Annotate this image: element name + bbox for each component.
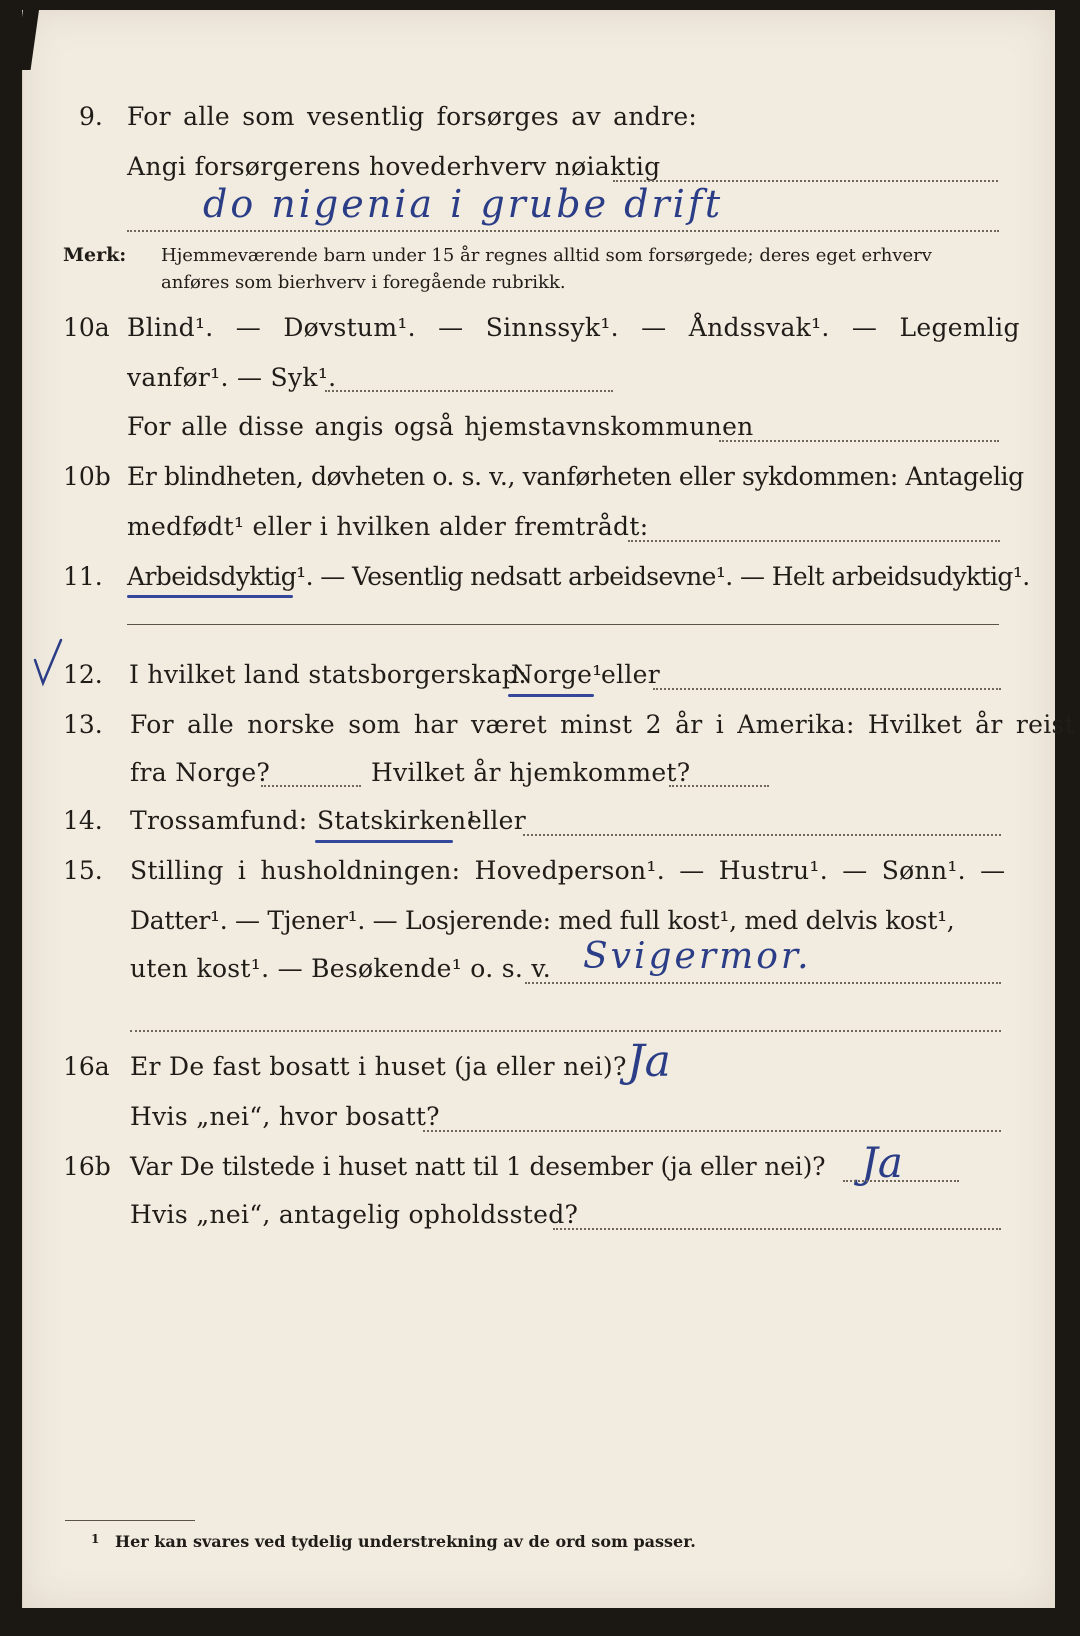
q16b-answer-handwriting: Ja (861, 1138, 903, 1187)
q13-line2a: fra Norge? (130, 758, 271, 787)
q11-handwritten-underline (127, 595, 293, 598)
q15-number: 15. (63, 856, 103, 885)
q16b-line1: Var De tilstede i huset natt til 1 desember (ja eller nei)? (130, 1152, 826, 1181)
q11-line (127, 562, 1030, 591)
q14-statskirken: Statskirken¹ (317, 806, 477, 835)
q13-number: 13. (63, 710, 103, 739)
q11-answer-line (127, 624, 999, 625)
q11-number: 11. (63, 562, 103, 591)
q16b-number: 16b (63, 1152, 111, 1181)
merk-label: Merk: (63, 244, 127, 266)
footnote-rule (65, 1520, 195, 1521)
q16a-line2: Hvis „nei“, hvor bosatt? (130, 1102, 440, 1131)
q12-pre: I hvilket land statsborgerskap: (129, 660, 527, 689)
q14-pre: Trossamfund: (130, 806, 308, 835)
q9-line1: For alle som vesentlig forsørges av andre: (127, 102, 698, 131)
q15-line1: Stilling i husholdningen: Hovedperson¹. — Hustru¹. — Sønn¹. — (130, 856, 1006, 885)
q15-extra-dots (130, 1030, 1001, 1032)
q13-line2b: Hvilket år hjemkommet? (371, 758, 691, 787)
q13-line1: For alle norske som har været minst 2 år i Amerika: Hvilket år reist (130, 710, 1076, 739)
q16a-line1: Er De fast bosatt i huset (ja eller nei)? (130, 1052, 627, 1081)
q11-arbeidsdyktig: Arbeidsdyktig¹. (127, 562, 313, 591)
q16a-answer-handwriting: Ja (627, 1036, 671, 1087)
q16b-line1-dots (843, 1180, 959, 1182)
q12-norge: Norge¹ (511, 660, 603, 689)
q10a-line3: For alle disse angis også hjemstavnskommunen (127, 412, 754, 441)
q10b-number: 10b (63, 462, 111, 491)
q14-post: eller (467, 806, 527, 835)
q10a-line1: Blind¹. — Døvstum¹. — Sinnssyk¹. — Åndssvak¹. — Legemlig (127, 313, 1020, 342)
q15-line2: Datter¹. — Tjener¹. — Losjerende: med full kost¹, med delvis kost¹, (130, 906, 955, 935)
census-form-page (22, 10, 1076, 1608)
q12-number: 12. (63, 660, 103, 689)
q16a-line2-dots (423, 1130, 1001, 1132)
merk-line1: Hjemmeværende barn under 15 år regnes alltid som forsørgede; deres eget erhverv (161, 245, 932, 266)
q14-number: 14. (63, 806, 103, 835)
q10a-line2: vanfør¹. — Syk¹. (127, 363, 337, 392)
q9-answer-dots (127, 230, 999, 232)
q10a-line3-dots (719, 440, 999, 442)
q12-dots (653, 688, 1001, 690)
q15-line3: uten kost¹. — Besøkende¹ o. s. v. (130, 954, 552, 983)
q12-handwritten-underline (508, 694, 594, 697)
q15-answer-handwriting: Svigermor. (583, 936, 812, 977)
q16b-line2: Hvis „nei“, antagelig opholdssted? (130, 1200, 579, 1229)
q9-answer-handwriting: do nigenia i grube drift (203, 182, 724, 226)
q11-rest: — Vesentlig nedsatt arbeidsevne¹. — Helt arbeidsudyktig¹. (312, 562, 1030, 591)
merk-line2: anføres som bierhverv i foregående rubrikk. (161, 272, 566, 293)
q10b-line1: Er blindheten, døvheten o. s. v., vanførheten eller sykdommen: Antagelig (127, 462, 1024, 491)
q14-dots (523, 834, 1001, 836)
q10a-line2-dots (325, 390, 613, 392)
q16b-line2-dots (553, 1228, 1001, 1230)
q10a-number: 10a (63, 313, 110, 342)
footnote-mark: 1 (91, 1532, 100, 1546)
q14-handwritten-underline (315, 840, 453, 843)
q15-line3-dots (525, 982, 1001, 984)
q9-line2: Angi forsørgerens hovederhverv nøiaktig (127, 152, 661, 181)
q16a-number: 16a (63, 1052, 110, 1081)
footnote-text: Her kan svares ved tydelig understrekning av de ord som passer. (115, 1532, 696, 1551)
q9-number: 9. (79, 102, 103, 131)
q13-hjemkommet-dots (669, 785, 769, 787)
q10b-line2-dots (628, 540, 1000, 542)
q12-post: eller (601, 660, 661, 689)
q13-reist-dots (261, 785, 361, 787)
q10b-line2: medfødt¹ eller i hvilken alder fremtrådt: (127, 512, 649, 541)
